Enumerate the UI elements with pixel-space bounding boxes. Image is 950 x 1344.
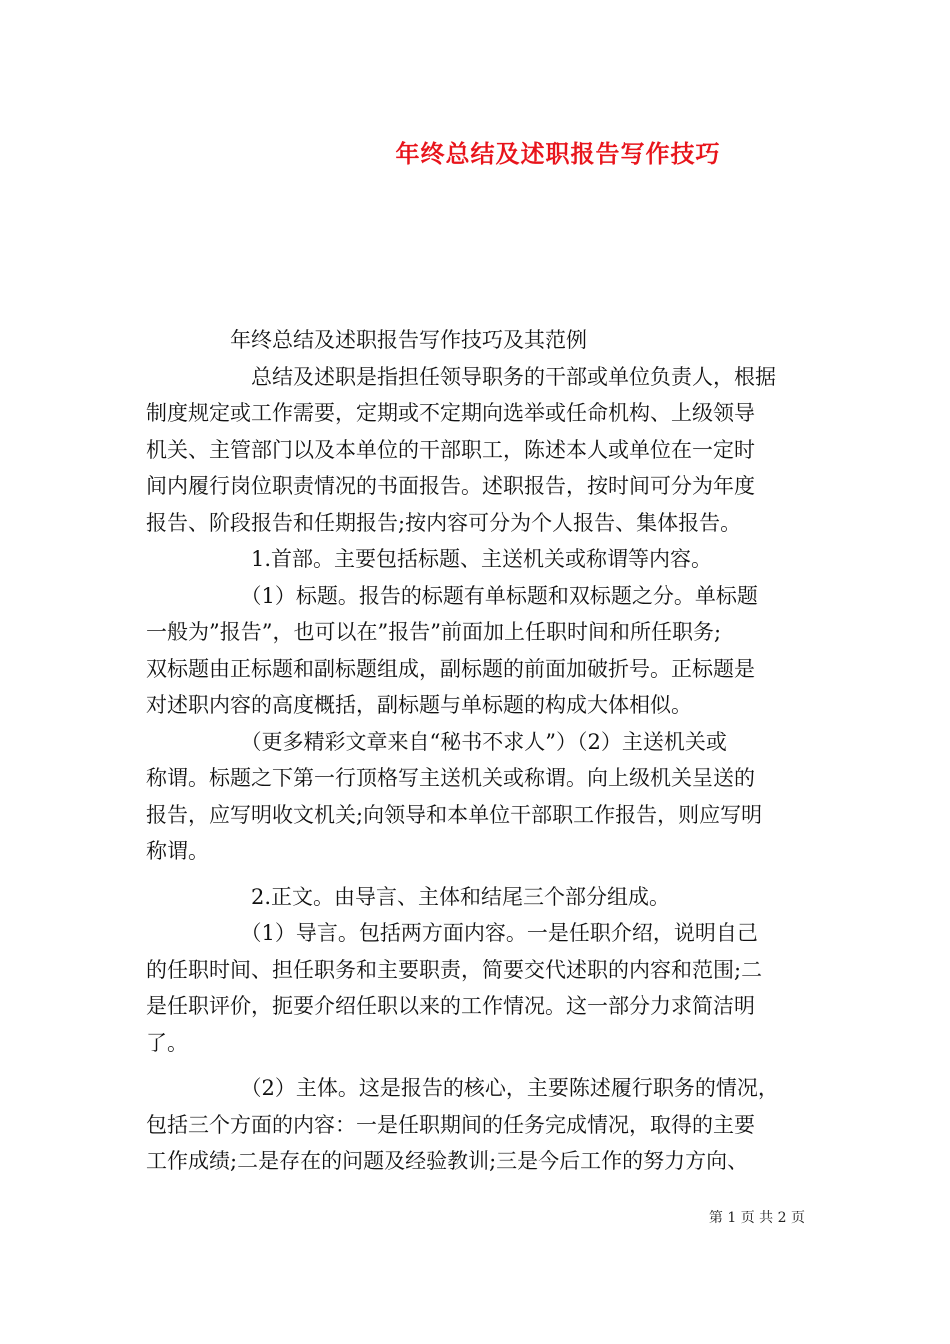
text-line: （1）导言。包括两方面内容。一是任职介绍，说明自己 bbox=[146, 921, 758, 945]
text-line: 称谓。 bbox=[146, 839, 209, 863]
text-line: 制度规定或工作需要，定期或不定期向选举或任命机构、上级领导 bbox=[146, 401, 755, 425]
text-line: （1）标题。报告的标题有单标题和双标题之分。单标题 bbox=[146, 583, 758, 608]
document-body bbox=[146, 322, 810, 1180]
text-line: 包括三个方面的内容：一是任职期间的任务完成情况，取得的主要 bbox=[146, 1112, 755, 1137]
text-line: 间内履行岗位职责情况的书面报告。述职报告，按时间可分为年度 bbox=[146, 474, 755, 498]
text-line: 双标题由正标题和副标题组成，副标题的前面加破折号。正标题是 bbox=[146, 656, 755, 681]
text-line: 称谓。标题之下第一行顶格写主送机关或称谓。向上级机关呈送的 bbox=[146, 766, 755, 790]
text-line: 2.正文。由导言、主体和结尾三个部分组成。 bbox=[146, 884, 671, 909]
text-line: 工作成绩;二是存在的问题及经验教训;三是今后工作的努力方向、 bbox=[146, 1149, 749, 1173]
text-line: 是任职评价，扼要介绍任职以来的工作情况。这一部分力求简洁明 bbox=[146, 994, 755, 1018]
text-line: 对述职内容的高度概括，副标题与单标题的构成大体相似。 bbox=[146, 693, 692, 717]
document-title: 年终总结及述职报告写作技巧 bbox=[395, 139, 721, 168]
text-line: 1.首部。主要包括标题、主送机关或称谓等内容。 bbox=[146, 547, 713, 571]
page-number: 第 1 页 共 2 页 bbox=[708, 1210, 805, 1226]
text-line: 报告，应写明收文机关;向领导和本单位干部职工作报告，则应写明 bbox=[146, 802, 763, 827]
text-line: （2）主体。这是报告的核心，主要陈述履行职务的情况， bbox=[146, 1076, 779, 1100]
text-line: 机关、主管部门以及本单位的干部职工，陈述本人或单位在一定时 bbox=[146, 437, 755, 462]
text-line: （更多精彩文章来自“秘书不求人”）（2）主送机关或 bbox=[146, 729, 727, 754]
text-line: 一般为”报告”，也可以在”报告”前面加上任职时间和所任职务; bbox=[146, 620, 722, 644]
text-line: 总结及述职是指担任领导职务的干部或单位负责人，根据 bbox=[146, 364, 776, 389]
text-line: 年终总结及述职报告写作技巧及其范例 bbox=[146, 328, 587, 352]
text-line: 的任职时间、担任职务和主要职责，简要交代述职的内容和范围;二 bbox=[146, 957, 763, 982]
text-line: 了。 bbox=[146, 1030, 188, 1055]
text-line: 报告、阶段报告和任期报告;按内容可分为个人报告、集体报告。 bbox=[146, 510, 742, 535]
